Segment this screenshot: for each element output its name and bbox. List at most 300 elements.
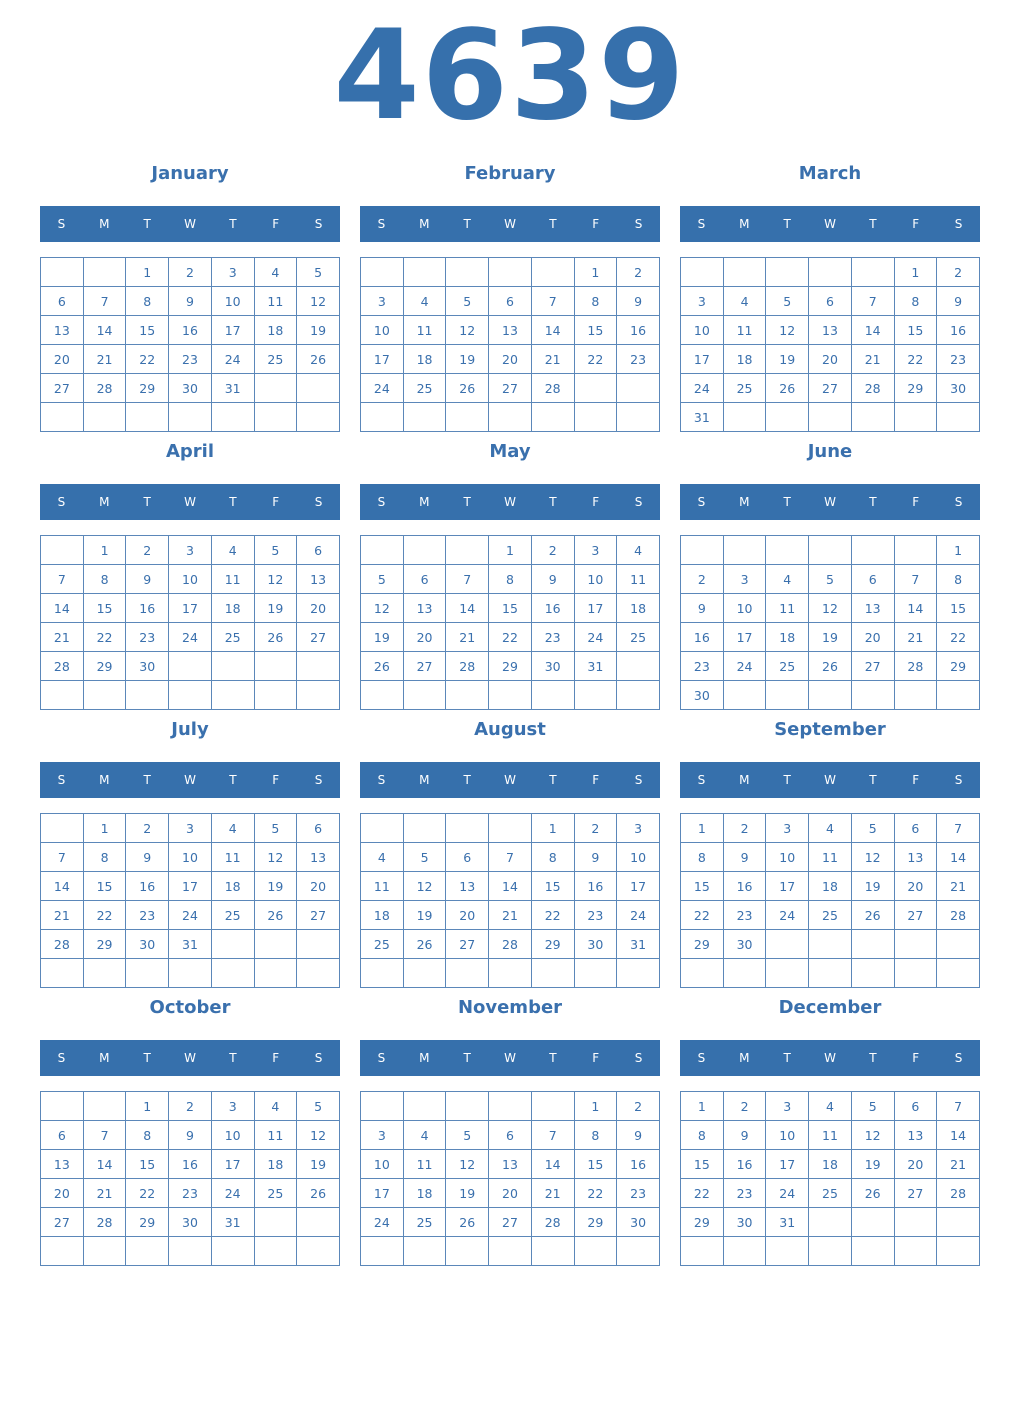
day-cell: 26 [361,652,404,681]
day-cell: 14 [83,316,126,345]
day-grid [40,257,340,432]
day-cell: 28 [489,930,532,959]
week-row [361,1179,660,1208]
empty-day-cell [169,1237,212,1266]
weekday-header-row [360,1040,660,1076]
weekday-header: T [869,1051,877,1065]
day-cell: 22 [574,1179,617,1208]
day-cell: 6 [41,1121,84,1150]
week-row [361,1150,660,1179]
month-name: May [489,441,531,462]
empty-day-cell [211,403,254,432]
empty-day-cell [851,930,894,959]
day-cell: 3 [681,287,724,316]
day-cell: 19 [297,316,340,345]
day-cell: 13 [489,316,532,345]
day-cell: 29 [681,1208,724,1237]
weekday-header: S [634,773,643,787]
day-cell: 10 [361,316,404,345]
week-row [41,1121,340,1150]
day-cell: 5 [297,1092,340,1121]
weekday-header: M [419,217,430,231]
day-cell: 15 [574,1150,617,1179]
week-row [681,403,980,432]
day-cell: 9 [617,287,660,316]
empty-day-cell [937,959,980,988]
day-cell: 1 [574,258,617,287]
day-cell: 3 [169,814,212,843]
weekday-header: T [143,217,151,231]
empty-day-cell [83,258,126,287]
day-cell: 19 [254,872,297,901]
empty-day-cell [361,536,404,565]
day-cell: 11 [809,843,852,872]
week-row [41,536,340,565]
day-cell: 2 [126,814,169,843]
empty-day-cell [809,681,852,710]
day-cell: 8 [83,565,126,594]
empty-day-cell [937,681,980,710]
day-cell: 17 [574,594,617,623]
day-cell: 7 [83,1121,126,1150]
month-name: June [807,441,853,462]
day-cell: 22 [126,1179,169,1208]
day-cell: 9 [574,843,617,872]
weekday-header: S [377,773,386,787]
weekday-header: S [954,773,963,787]
weekday-header: T [869,495,877,509]
day-cell: 10 [361,1150,404,1179]
day-cell: 28 [41,930,84,959]
weekday-header-row [360,484,660,520]
day-cell: 28 [531,1208,574,1237]
week-row [361,901,660,930]
day-cell: 2 [681,565,724,594]
weekday-header: F [592,1051,600,1065]
day-cell: 9 [723,1121,766,1150]
day-grid [360,813,660,988]
day-cell: 12 [446,1150,489,1179]
empty-day-cell [617,374,660,403]
weekday-header: T [869,773,877,787]
day-cell: 28 [531,374,574,403]
weekday-header: S [57,1051,66,1065]
empty-day-cell [446,1092,489,1121]
day-cell: 16 [574,872,617,901]
day-cell: 5 [851,1092,894,1121]
day-cell: 23 [617,1179,660,1208]
empty-day-cell [851,536,894,565]
weekday-header: T [549,773,557,787]
week-row [681,623,980,652]
weekday-header: F [912,495,920,509]
weekday-header-row [680,1040,980,1076]
weekday-header: W [504,217,516,231]
day-cell: 20 [809,345,852,374]
weekday-header: S [314,773,323,787]
empty-day-cell [531,1092,574,1121]
empty-day-cell [254,403,297,432]
weekday-header-row [40,1040,340,1076]
day-cell: 6 [403,565,446,594]
week-row [681,1121,980,1150]
weekday-header: W [824,773,836,787]
day-cell: 7 [446,565,489,594]
week-row [41,814,340,843]
month-name: April [165,441,215,462]
day-cell: 27 [489,374,532,403]
day-cell: 7 [937,814,980,843]
day-cell: 27 [489,1208,532,1237]
day-cell: 30 [574,930,617,959]
day-cell: 29 [126,374,169,403]
week-row [681,316,980,345]
day-cell: 26 [297,345,340,374]
day-cell: 16 [723,1150,766,1179]
day-cell: 22 [83,901,126,930]
day-cell: 25 [809,901,852,930]
day-cell: 16 [169,316,212,345]
empty-day-cell [766,403,809,432]
day-cell: 19 [297,1150,340,1179]
empty-day-cell [297,652,340,681]
empty-day-cell [851,1208,894,1237]
day-cell: 12 [297,1121,340,1150]
day-cell: 1 [937,536,980,565]
day-cell: 20 [297,872,340,901]
empty-day-cell [809,959,852,988]
day-cell: 8 [894,287,937,316]
weekday-header: S [634,495,643,509]
day-cell: 11 [403,1150,446,1179]
weekday-header: S [57,217,66,231]
day-cell: 29 [126,1208,169,1237]
day-cell: 17 [169,872,212,901]
day-grid [680,1091,980,1266]
day-cell: 9 [681,594,724,623]
day-cell: 11 [211,565,254,594]
day-cell: 19 [851,1150,894,1179]
weekday-header: T [143,773,151,787]
weekday-header: T [463,773,471,787]
day-cell: 21 [83,1179,126,1208]
week-row [41,1208,340,1237]
empty-day-cell [894,930,937,959]
day-cell: 20 [41,1179,84,1208]
day-cell: 2 [723,1092,766,1121]
weekday-header: S [697,773,706,787]
empty-day-cell [937,930,980,959]
weekday-header: S [314,495,323,509]
day-cell: 6 [894,814,937,843]
weekday-header-row [680,762,980,798]
empty-day-cell [809,1208,852,1237]
day-cell: 18 [211,594,254,623]
weekday-header: F [912,217,920,231]
empty-day-cell [169,681,212,710]
empty-day-cell [83,1237,126,1266]
day-cell: 31 [211,374,254,403]
week-row [681,1092,980,1121]
day-cell: 12 [297,287,340,316]
weekday-header: T [229,773,237,787]
day-cell: 11 [211,843,254,872]
day-cell: 1 [681,1092,724,1121]
week-row [41,843,340,872]
weekday-header: T [229,495,237,509]
day-cell: 8 [574,1121,617,1150]
week-row [41,403,340,432]
day-cell: 7 [41,565,84,594]
weekday-header: S [954,217,963,231]
day-cell: 26 [851,1179,894,1208]
day-cell: 20 [489,345,532,374]
weekday-header-row [40,762,340,798]
day-cell: 11 [617,565,660,594]
day-cell: 25 [766,652,809,681]
day-cell: 3 [766,814,809,843]
day-cell: 13 [403,594,446,623]
empty-day-cell [446,681,489,710]
day-cell: 4 [254,258,297,287]
week-row [361,623,660,652]
day-cell: 11 [403,316,446,345]
week-row [681,374,980,403]
empty-day-cell [489,959,532,988]
empty-day-cell [446,403,489,432]
day-cell: 18 [403,1179,446,1208]
empty-day-cell [617,959,660,988]
day-cell: 7 [937,1092,980,1121]
empty-day-cell [894,959,937,988]
weekday-header: W [184,1051,196,1065]
empty-day-cell [83,959,126,988]
day-cell: 4 [254,1092,297,1121]
day-cell: 15 [83,594,126,623]
month-name: February [464,163,556,184]
day-cell: 10 [211,287,254,316]
empty-day-cell [681,959,724,988]
empty-day-cell [41,258,84,287]
day-cell: 25 [617,623,660,652]
empty-day-cell [211,930,254,959]
day-cell: 14 [894,594,937,623]
day-cell: 1 [126,258,169,287]
day-cell: 25 [809,1179,852,1208]
day-cell: 13 [809,316,852,345]
weekday-header: M [99,217,110,231]
day-cell: 4 [403,287,446,316]
week-row [681,1208,980,1237]
day-cell: 22 [489,623,532,652]
day-cell: 29 [681,930,724,959]
weekday-header: M [419,495,430,509]
day-cell: 12 [851,1121,894,1150]
day-cell: 30 [937,374,980,403]
week-row [681,901,980,930]
day-cell: 28 [937,1179,980,1208]
day-cell: 26 [403,930,446,959]
week-row [361,872,660,901]
day-cell: 27 [403,652,446,681]
day-cell: 8 [937,565,980,594]
day-cell: 9 [169,287,212,316]
day-cell: 5 [446,1121,489,1150]
day-cell: 18 [254,1150,297,1179]
day-cell: 5 [254,814,297,843]
week-row [41,258,340,287]
empty-day-cell [361,1237,404,1266]
week-row [361,536,660,565]
day-cell: 6 [851,565,894,594]
weekday-header: S [57,773,66,787]
day-cell: 25 [403,1208,446,1237]
day-cell: 25 [211,623,254,652]
day-cell: 22 [531,901,574,930]
day-cell: 4 [403,1121,446,1150]
empty-day-cell [809,258,852,287]
day-cell: 8 [574,287,617,316]
day-cell: 6 [489,287,532,316]
day-cell: 26 [446,374,489,403]
weekday-header: T [783,773,791,787]
empty-day-cell [361,959,404,988]
day-cell: 27 [446,930,489,959]
day-cell: 4 [211,536,254,565]
weekday-header: W [184,773,196,787]
day-cell: 20 [489,1179,532,1208]
empty-day-cell [851,681,894,710]
weekday-header: M [739,217,750,231]
weekday-header: T [549,1051,557,1065]
weekday-header: M [419,1051,430,1065]
day-cell: 16 [617,316,660,345]
day-cell: 8 [531,843,574,872]
day-grid [360,535,660,710]
weekday-header: F [272,1051,280,1065]
day-cell: 1 [681,814,724,843]
day-cell: 16 [126,872,169,901]
day-cell: 18 [211,872,254,901]
empty-day-cell [489,1092,532,1121]
empty-day-cell [851,959,894,988]
weekday-header: S [634,217,643,231]
day-cell: 21 [489,901,532,930]
empty-day-cell [169,403,212,432]
day-cell: 16 [617,1150,660,1179]
day-cell: 4 [211,814,254,843]
week-row [41,374,340,403]
weekday-header: M [99,495,110,509]
empty-day-cell [41,1237,84,1266]
day-cell: 17 [766,1150,809,1179]
empty-day-cell [617,1237,660,1266]
weekday-header: S [377,217,386,231]
weekday-header: T [549,495,557,509]
empty-day-cell [254,652,297,681]
day-cell: 15 [531,872,574,901]
empty-day-cell [41,1092,84,1121]
weekday-header: T [783,495,791,509]
day-cell: 23 [681,652,724,681]
day-cell: 6 [41,287,84,316]
day-cell: 10 [617,843,660,872]
day-cell: 2 [126,536,169,565]
day-cell: 30 [126,930,169,959]
empty-day-cell [297,681,340,710]
week-row [361,403,660,432]
day-cell: 3 [361,287,404,316]
week-row [41,623,340,652]
day-cell: 28 [83,374,126,403]
day-cell: 18 [723,345,766,374]
weekday-header: F [592,773,600,787]
week-row [361,1121,660,1150]
day-cell: 20 [446,901,489,930]
week-row [361,345,660,374]
day-cell: 2 [617,258,660,287]
empty-day-cell [403,681,446,710]
empty-day-cell [681,258,724,287]
day-cell: 3 [574,536,617,565]
week-row [41,1237,340,1266]
day-cell: 22 [574,345,617,374]
day-cell: 30 [723,1208,766,1237]
empty-day-cell [211,652,254,681]
day-grid [40,535,340,710]
day-cell: 1 [894,258,937,287]
week-row [41,652,340,681]
weekday-header: T [463,1051,471,1065]
day-cell: 20 [851,623,894,652]
day-cell: 7 [851,287,894,316]
week-row [361,959,660,988]
day-cell: 18 [809,1150,852,1179]
empty-day-cell [446,258,489,287]
week-row [681,287,980,316]
weekday-header: T [143,495,151,509]
day-cell: 28 [937,901,980,930]
empty-day-cell [169,652,212,681]
empty-day-cell [851,403,894,432]
empty-day-cell [446,536,489,565]
day-cell: 18 [403,345,446,374]
week-row [681,959,980,988]
empty-day-cell [851,258,894,287]
day-cell: 30 [126,652,169,681]
day-cell: 21 [937,872,980,901]
empty-day-cell [403,258,446,287]
day-cell: 7 [894,565,937,594]
day-grid [40,1091,340,1266]
week-row [41,1179,340,1208]
day-cell: 27 [297,623,340,652]
empty-day-cell [574,374,617,403]
empty-day-cell [297,1237,340,1266]
day-grid [360,1091,660,1266]
day-cell: 30 [617,1208,660,1237]
day-cell: 5 [851,814,894,843]
day-cell: 25 [254,345,297,374]
day-cell: 16 [723,872,766,901]
day-cell: 27 [297,901,340,930]
week-row [681,843,980,872]
day-cell: 6 [894,1092,937,1121]
weekday-header: M [99,773,110,787]
week-row [681,258,980,287]
day-cell: 2 [574,814,617,843]
day-cell: 23 [126,623,169,652]
